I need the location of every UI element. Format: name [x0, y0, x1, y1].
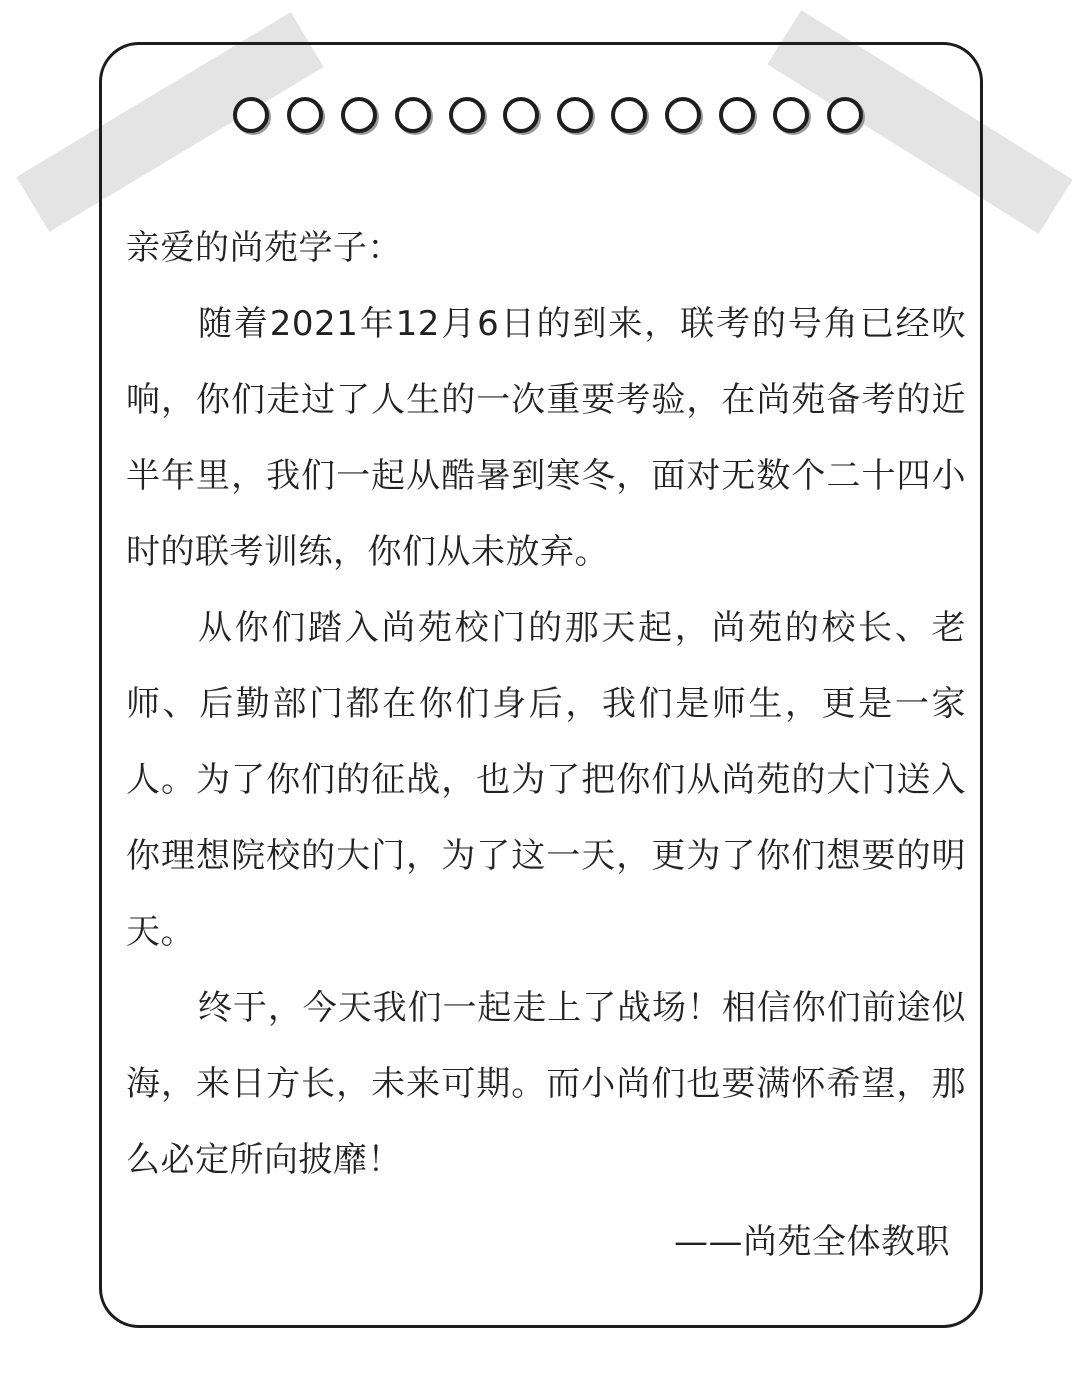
letter-paragraph-2: 从你们踏入尚苑校门的那天起，尚苑的校长、老师、后勤部门都在你们身后，我们是师生，更是一家人。为了你们的征战，也为了把你们从尚苑的大门送入你理想院校的大门，为了这一天，更为了你们想要的明天。	[126, 608, 966, 952]
binder-ring-icon	[449, 97, 485, 133]
binder-ring-icon	[287, 97, 323, 133]
binder-ring-icon	[557, 97, 593, 133]
binder-ring-icon	[719, 97, 755, 133]
binder-ring-icon	[665, 97, 701, 133]
binder-ring-icon	[611, 97, 647, 133]
letter-signature: ——尚苑全体教职	[674, 1222, 950, 1262]
binder-ring-icon	[503, 97, 539, 133]
binder-ring-icon	[233, 97, 269, 133]
binder-ring-icon	[395, 97, 431, 133]
binder-ring-icon	[827, 97, 863, 133]
binder-rings	[233, 97, 863, 133]
binder-ring-icon	[773, 97, 809, 133]
letter-paragraph-3: 终于，今天我们一起走上了战场！相信你们前途似海，来日方长，未来可期。而小尚们也要满怀希望，那么必定所向披靡！	[126, 988, 966, 1180]
binder-ring-icon	[341, 97, 377, 133]
letter-body	[126, 210, 966, 1198]
letter-paragraph-1: 随着2021年12月6日的到来，联考的号角已经吹响，你们走过了人生的一次重要考验，在尚苑备考的近半年里，我们一起从酷暑到寒冬，面对无数个二十四小时的联考训练，你们从未放弃。	[126, 304, 966, 572]
letter-greeting: 亲爱的尚苑学子：	[126, 228, 402, 268]
